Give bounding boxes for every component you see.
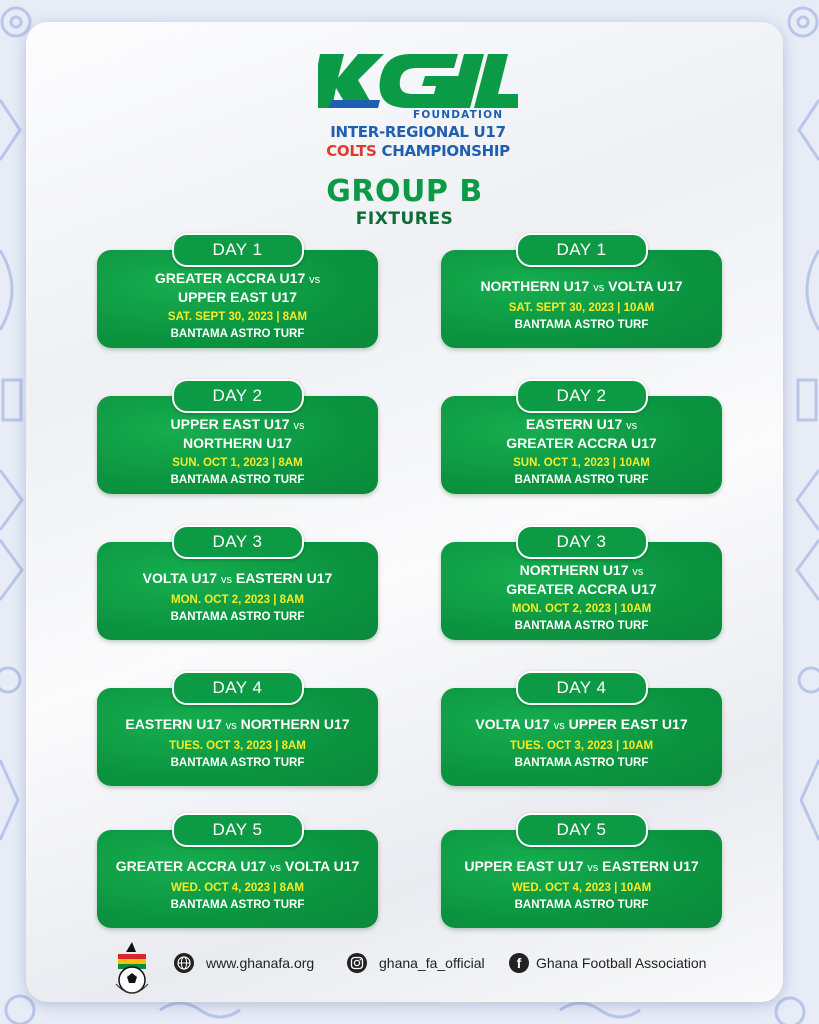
fixture-teams [500, 416, 662, 452]
day-label: DAY 4 [172, 671, 304, 705]
website-link[interactable] [174, 952, 314, 974]
championship-title-line1: INTER-REGIONAL U17 [330, 123, 506, 141]
instagram-handle: ghana_fa_official [379, 955, 485, 971]
home-team: VOLTA U17 [142, 570, 218, 586]
away-team: EASTERN U17 [235, 570, 333, 586]
day-label: DAY 1 [516, 233, 648, 267]
away-team: UPPER EAST U17 [568, 716, 688, 732]
fixture-card [97, 820, 378, 928]
instagram-icon [347, 953, 367, 973]
fixture-card [97, 678, 378, 786]
fixture-card [441, 820, 722, 928]
fixture-date: MON. OCT 2, 2023 | 8AM [171, 594, 304, 606]
colts-word: COLTS [326, 142, 377, 160]
vs-label: vs [553, 720, 565, 732]
vs-label: vs [225, 720, 237, 732]
fixture-date: SAT. SEPT 30, 2023 | 8AM [167, 310, 308, 323]
championship-word: CHAMPIONSHIP [381, 142, 510, 160]
fixture-date: SUN. OCT 1, 2023 | 8AM [172, 456, 303, 469]
vs-label: vs [626, 419, 638, 432]
away-team: NORTHERN U17 [183, 434, 292, 451]
fixture-venue: BANTAMA ASTRO TURF [514, 319, 649, 331]
home-team: UPPER EAST U17 [464, 858, 584, 874]
home-team: VOLTA U17 [475, 716, 550, 732]
away-team: UPPER EAST U17 [177, 288, 298, 305]
ghana-fa-crest-icon [112, 940, 152, 1000]
away-team: VOLTA U17 [608, 278, 683, 294]
fixture-card [441, 678, 722, 786]
fixture-card [441, 532, 722, 640]
fixture-date: SUN. OCT 1, 2023 | 10AM [513, 456, 650, 469]
home-team: EASTERN U17 [125, 716, 222, 732]
day-label: DAY 3 [172, 525, 304, 559]
vs-label: vs [593, 282, 605, 294]
vs-label: vs [269, 862, 281, 874]
fixture-teams [469, 716, 693, 735]
day-label: DAY 4 [516, 671, 648, 705]
fixture-teams [458, 858, 704, 877]
home-team: GREATER ACCRA U17 [154, 269, 306, 286]
fixture-venue: BANTAMA ASTRO TURF [514, 757, 649, 769]
home-team: GREATER ACCRA U17 [115, 858, 267, 874]
vs-label: vs [293, 419, 305, 432]
away-team: NORTHERN U17 [240, 716, 350, 732]
fixture-teams [474, 278, 688, 297]
facebook-link[interactable] [509, 952, 706, 974]
fixture-teams [500, 562, 662, 598]
fixture-date: TUES. OCT 3, 2023 | 10AM [509, 740, 654, 752]
fixtures-subtitle: FIXTURES [355, 209, 454, 229]
kgl-logo-graphic [318, 50, 518, 112]
day-label: DAY 2 [172, 379, 304, 413]
home-team: EASTERN U17 [525, 415, 623, 432]
fixture-venue: BANTAMA ASTRO TURF [514, 473, 649, 486]
fixture-card [441, 386, 722, 494]
instagram-link[interactable] [347, 952, 485, 974]
fixture-date: WED. OCT 4, 2023 | 10AM [511, 882, 652, 894]
fixture-teams [119, 716, 355, 735]
fixture-card [97, 386, 378, 494]
vs-label: vs [220, 574, 232, 586]
away-team: VOLTA U17 [284, 858, 360, 874]
vs-label: vs [309, 273, 321, 286]
fixture-venue: BANTAMA ASTRO TURF [170, 327, 305, 340]
globe-icon [174, 953, 194, 973]
fixture-card [97, 532, 378, 640]
fixture-date: SAT. SEPT 30, 2023 | 10AM [508, 302, 655, 314]
fixture-teams [110, 858, 366, 877]
facebook-page-name: Ghana Football Association [536, 955, 707, 971]
fixture-teams [149, 270, 326, 306]
championship-title-line2 [318, 142, 518, 160]
away-team: GREATER ACCRA U17 [506, 580, 657, 597]
home-team: NORTHERN U17 [519, 561, 629, 578]
fixture-teams [165, 416, 311, 452]
fixture-venue: BANTAMA ASTRO TURF [514, 619, 649, 632]
fixture-date: MON. OCT 2, 2023 | 10AM [511, 602, 652, 615]
fixtures-poster [26, 22, 783, 1002]
fixture-venue: BANTAMA ASTRO TURF [170, 611, 305, 623]
kgl-foundation-logo [318, 50, 518, 190]
day-label: DAY 5 [172, 813, 304, 847]
vs-label: vs [632, 565, 644, 578]
fixture-teams [137, 570, 339, 589]
fixture-date: TUES. OCT 3, 2023 | 8AM [169, 740, 306, 752]
away-team: GREATER ACCRA U17 [506, 434, 657, 451]
fixture-venue: BANTAMA ASTRO TURF [170, 757, 305, 769]
day-label: DAY 5 [516, 813, 648, 847]
fixture-card [441, 240, 722, 348]
vs-label: vs [587, 862, 599, 874]
fixture-venue: BANTAMA ASTRO TURF [170, 473, 305, 486]
day-label: DAY 1 [172, 233, 304, 267]
home-team: UPPER EAST U17 [170, 415, 290, 432]
website-text: www.ghanafa.org [206, 955, 315, 971]
facebook-icon: f [509, 953, 529, 973]
group-title: GROUP B [326, 174, 483, 209]
fixture-card [97, 240, 378, 348]
day-label: DAY 2 [516, 379, 648, 413]
fixture-date: WED. OCT 4, 2023 | 8AM [171, 882, 304, 894]
foundation-label: FOUNDATION [413, 109, 504, 121]
fixture-venue: BANTAMA ASTRO TURF [170, 899, 305, 911]
away-team: EASTERN U17 [602, 858, 699, 874]
home-team: NORTHERN U17 [480, 278, 590, 294]
fixture-venue: BANTAMA ASTRO TURF [514, 899, 649, 911]
day-label: DAY 3 [516, 525, 648, 559]
